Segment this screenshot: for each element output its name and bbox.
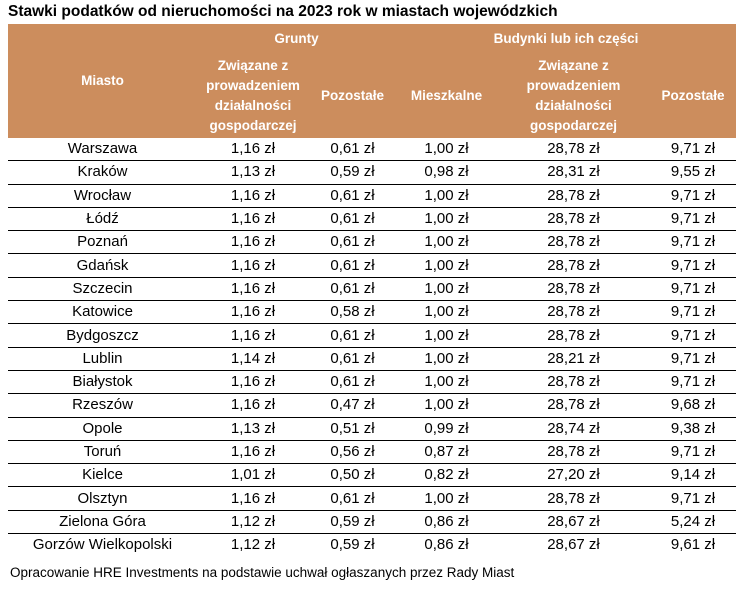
value-cell: 28,78 zł <box>547 303 600 321</box>
city-cell: Lublin <box>82 349 123 367</box>
city-cell: Toruń <box>83 443 122 460</box>
value-cell: 0,86 zł <box>424 536 469 554</box>
value-cell: 1,13 zł <box>230 419 276 437</box>
value-cell: 0,99 zł <box>424 419 469 437</box>
value-cell: 9,71 zł <box>670 210 716 228</box>
value-cell: 28,67 zł <box>547 536 600 554</box>
value-cell: 28,78 zł <box>547 233 600 251</box>
value-cell: 1,16 zł <box>230 256 276 274</box>
column-header-label: Mieszkalne <box>410 88 483 103</box>
city-cell: Gorzów Wielkopolski <box>32 536 173 554</box>
value-cell: 0,87 zł <box>424 443 469 460</box>
page <box>0 2 744 581</box>
column-header-budynki-dzialalnosc <box>497 54 650 138</box>
value-cell: 0,86 zł <box>424 512 469 530</box>
value-cell: 1,13 zł <box>230 163 276 181</box>
value-cell: 9,38 zł <box>670 419 716 437</box>
value-cell: 1,16 zł <box>230 233 276 251</box>
table-row <box>8 161 736 184</box>
value-cell: 9,55 zł <box>670 163 716 181</box>
table-row <box>8 208 736 231</box>
city-cell: Wrocław <box>73 186 132 204</box>
value-cell: 0,58 zł <box>330 303 375 321</box>
source-note: Opracowanie HRE Investments na podstawie uchwał ogłaszanych przez Rady Miast <box>10 565 515 581</box>
value-cell: 28,67 zł <box>547 512 600 530</box>
value-cell: 28,78 zł <box>547 279 600 297</box>
city-cell: Łódź <box>86 210 119 228</box>
city-cell: Bydgoszcz <box>66 326 139 344</box>
value-cell: 28,78 zł <box>547 186 600 204</box>
value-cell: 1,14 zł <box>230 349 276 367</box>
value-cell: 28,78 zł <box>547 256 600 274</box>
city-cell: Zielona Góra <box>59 512 146 530</box>
value-cell: 1,00 zł <box>424 373 469 391</box>
value-cell: 0,61 zł <box>330 373 375 391</box>
value-cell: 9,71 zł <box>670 349 716 367</box>
value-cell: 28,74 zł <box>547 419 600 437</box>
value-cell: 1,00 zł <box>424 233 469 251</box>
value-cell: 1,16 zł <box>230 326 276 344</box>
value-cell: 0,50 zł <box>330 466 375 484</box>
value-cell: 0,61 zł <box>330 186 375 204</box>
value-cell: 0,61 zł <box>330 140 375 158</box>
value-cell: 1,16 zł <box>230 443 276 460</box>
page-title: Stawki podatków od nieruchomości na 2023 rok w miastach wojewódzkich <box>8 3 558 20</box>
group-header-budynki <box>396 24 736 54</box>
group-header-label: Grunty <box>274 31 319 46</box>
value-cell: 0,56 zł <box>330 443 375 460</box>
table-row <box>8 138 736 161</box>
value-cell: 28,78 zł <box>547 210 600 228</box>
value-cell: 5,24 zł <box>670 512 716 530</box>
table-header <box>8 24 736 138</box>
table-row <box>8 464 736 487</box>
value-cell: 28,31 zł <box>547 163 600 181</box>
value-cell: 0,82 zł <box>424 466 469 484</box>
column-header-label: Pozostałe <box>320 88 385 103</box>
tax-table <box>8 24 736 556</box>
value-cell: 1,12 zł <box>230 536 276 554</box>
table-row <box>8 348 736 371</box>
value-cell: 9,71 zł <box>670 489 716 507</box>
value-cell: 28,78 zł <box>547 326 600 344</box>
table-row <box>8 418 736 441</box>
value-cell: 28,78 zł <box>547 140 600 158</box>
table-body <box>8 138 736 556</box>
value-cell: 28,78 zł <box>547 489 600 507</box>
value-cell: 9,71 zł <box>670 326 716 344</box>
table-row <box>8 231 736 254</box>
table-row <box>8 371 736 394</box>
city-cell: Warszawa <box>67 140 138 158</box>
city-cell: Białystok <box>72 373 133 391</box>
value-cell: 9,71 zł <box>670 256 716 274</box>
value-cell: 1,16 zł <box>230 489 276 507</box>
value-cell: 1,16 zł <box>230 373 276 391</box>
value-cell: 1,16 zł <box>230 279 276 297</box>
group-header-label: Budynki lub ich części <box>493 31 639 46</box>
value-cell: 0,59 zł <box>330 512 375 530</box>
city-cell: Poznań <box>77 233 128 251</box>
column-header-miasto <box>8 24 197 138</box>
column-header-label: Pozostałe <box>661 88 725 103</box>
group-header-grunty <box>197 24 396 54</box>
value-cell: 9,71 zł <box>670 140 716 158</box>
value-cell: 1,00 zł <box>424 279 469 297</box>
value-cell: 1,12 zł <box>230 512 276 530</box>
value-cell: 1,00 zł <box>424 489 469 507</box>
value-cell: 0,61 zł <box>330 349 375 367</box>
value-cell: 28,21 zł <box>547 349 600 367</box>
value-cell: 1,00 zł <box>424 186 469 204</box>
column-header-budynki-pozostale <box>650 54 736 138</box>
value-cell: 9,71 zł <box>670 186 716 204</box>
table-row <box>8 301 736 324</box>
value-cell: 28,78 zł <box>547 396 600 414</box>
value-cell: 1,00 zł <box>424 349 469 367</box>
column-header-grunty-dzialalnosc <box>197 54 309 138</box>
value-cell: 0,61 zł <box>330 210 375 228</box>
city-cell: Rzeszów <box>72 396 133 414</box>
value-cell: 9,68 zł <box>670 396 716 414</box>
value-cell: 27,20 zł <box>547 466 600 484</box>
value-cell: 1,16 zł <box>230 396 276 414</box>
table-row <box>8 394 736 417</box>
value-cell: 9,14 zł <box>670 466 716 484</box>
table-row <box>8 324 736 347</box>
value-cell: 0,61 zł <box>330 233 375 251</box>
value-cell: 28,78 zł <box>547 443 600 460</box>
value-cell: 9,71 zł <box>670 279 716 297</box>
city-cell: Kielce <box>82 466 123 484</box>
table-row <box>8 441 736 464</box>
value-cell: 28,78 zł <box>547 373 600 391</box>
value-cell: 1,16 zł <box>230 186 276 204</box>
table-row <box>8 487 736 510</box>
value-cell: 1,00 zł <box>424 210 469 228</box>
value-cell: 0,59 zł <box>330 163 375 181</box>
value-cell: 0,61 zł <box>330 489 375 507</box>
value-cell: 9,71 zł <box>670 303 716 321</box>
value-cell: 1,16 zł <box>230 210 276 228</box>
city-cell: Katowice <box>72 303 133 321</box>
value-cell: 0,47 zł <box>330 396 375 414</box>
value-cell: 9,71 zł <box>670 373 716 391</box>
column-header-label: Związane z prowadzeniem działalności gospodarczej <box>206 58 300 133</box>
value-cell: 9,71 zł <box>670 233 716 251</box>
table-row <box>8 254 736 277</box>
value-cell: 1,00 zł <box>424 303 469 321</box>
value-cell: 1,00 zł <box>424 326 469 344</box>
table-row <box>8 278 736 301</box>
value-cell: 1,00 zł <box>424 256 469 274</box>
value-cell: 9,71 zł <box>670 443 716 460</box>
value-cell: 0,61 zł <box>330 256 375 274</box>
city-cell: Kraków <box>77 163 128 181</box>
value-cell: 1,16 zł <box>230 140 276 158</box>
column-header-label: Miasto <box>81 73 124 88</box>
column-header-mieszkalne <box>396 54 497 138</box>
value-cell: 0,61 zł <box>330 326 375 344</box>
value-cell: 0,98 zł <box>424 163 469 181</box>
value-cell: 0,59 zł <box>330 536 375 554</box>
city-cell: Olsztyn <box>77 489 128 507</box>
column-header-grunty-pozostale <box>309 54 396 138</box>
value-cell: 1,16 zł <box>230 303 276 321</box>
value-cell: 0,51 zł <box>330 419 375 437</box>
table-row <box>8 185 736 208</box>
value-cell: 1,00 zł <box>424 140 469 158</box>
value-cell: 9,61 zł <box>670 536 716 554</box>
table-row <box>8 511 736 534</box>
value-cell: 1,01 zł <box>230 466 276 484</box>
value-cell: 1,00 zł <box>424 396 469 414</box>
table-row <box>8 534 736 556</box>
city-cell: Gdańsk <box>76 256 129 274</box>
value-cell: 0,61 zł <box>330 279 375 297</box>
city-cell: Opole <box>82 419 123 437</box>
column-header-label: Związane z prowadzeniem działalności gospodarczej <box>526 58 621 133</box>
city-cell: Szczecin <box>72 279 133 297</box>
